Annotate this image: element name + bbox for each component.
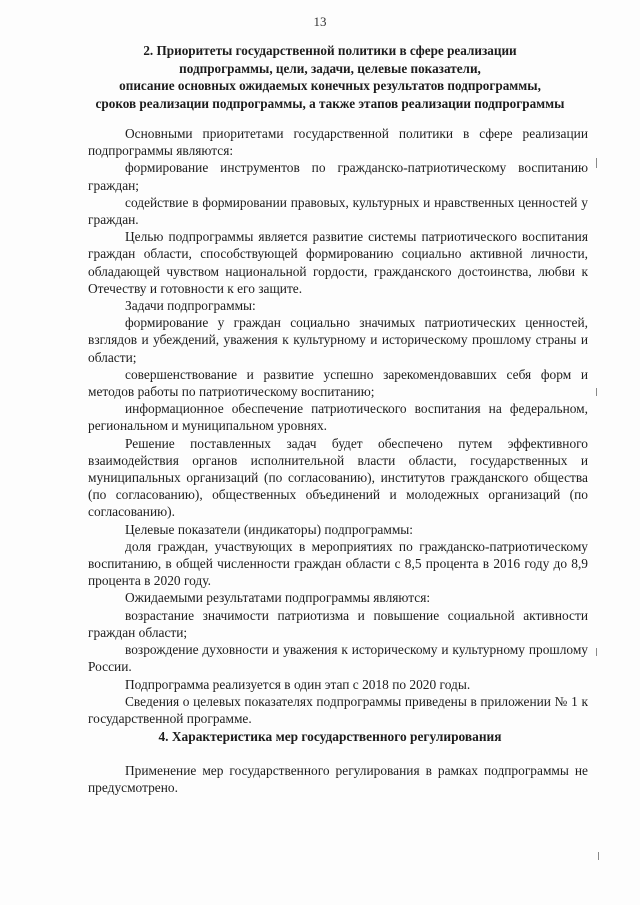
- paragraph: Применение мер государственного регулирования в рамках подпрограммы не предусмотрено.: [88, 763, 588, 796]
- paragraph: совершенствование и развитие успешно зарекомендовавших себя форм и методов работы по патриотическому воспитанию;: [88, 366, 588, 400]
- heading-line: 2. Приоритеты государственной политики в сфере реализации: [143, 43, 517, 58]
- paragraph: Сведения о целевых показателях подпрограммы приведены в приложении № 1 к государственной программе.: [88, 693, 588, 726]
- scan-artifact-mark: [598, 852, 599, 860]
- paragraph: Ожидаемыми результатами подпрограммы являются:: [125, 590, 431, 606]
- scan-artifact-mark: [596, 388, 597, 396]
- paragraph: доля граждан, участвующих в мероприятиях по гражданско-патриотическому воспитанию, в общей численности граждан области с 8,5 процента в 2016 году до 8,9 процента в 2020 году.: [88, 538, 588, 589]
- heading-line: подпрограммы, цели, задачи, целевые показатели,: [179, 60, 481, 76]
- scan-artifact-mark: [596, 648, 597, 656]
- paragraph: Основными приоритетами государственной политики в сфере реализации подпрограммы являются:: [88, 126, 588, 159]
- paragraph: информационное обеспечение патриотического воспитания на федеральном, региональном и муниципальном уровнях.: [88, 401, 588, 434]
- heading-line: сроков реализации подпрограммы, а также этапов реализации подпрограммы: [95, 95, 565, 111]
- scan-artifact-mark: [596, 158, 597, 168]
- paragraph: формирование инструментов по гражданско-патриотическому воспитанию граждан;: [88, 160, 588, 193]
- paragraph: Решение поставленных задач будет обеспечено путем эффективного взаимодействия органов исполнительной власти области, государственных и муниципальных организаций (по согласованию), институтов гражданского общества (по согласованию), общественных объединений и молодежных организаций (по согласованию).: [88, 435, 588, 520]
- section-4-body: [88, 762, 588, 796]
- paragraph: возрастание значимости патриотизма и повышение социальной активности граждан области;: [88, 607, 588, 640]
- heading-line: описание основных ожидаемых конечных результатов подпрограммы,: [119, 78, 541, 93]
- paragraph: Задачи подпрограммы:: [125, 298, 256, 314]
- section-2-body: [88, 125, 588, 727]
- section-4-heading: 4. Характеристика мер государственного регулирования: [158, 729, 502, 744]
- paragraph: возрождение духовности и уважения к историческому и культурному прошлому России.: [88, 642, 588, 675]
- paragraph: формирование у граждан социально значимых патриотических ценностей, взглядов и убеждений, уважения к культурному и историческому прошлому страны и области;: [88, 315, 588, 365]
- section-2-heading: [60, 42, 600, 112]
- paragraph: Целевые показатели (индикаторы) подпрограммы:: [125, 521, 414, 537]
- paragraph: Подпрограмма реализуется в один этап с 2018 по 2020 годы.: [125, 676, 471, 692]
- page-number: 13: [313, 14, 327, 29]
- paragraph: содействие в формировании правовых, культурных и нравственных ценностей у граждан.: [88, 194, 588, 228]
- paragraph: Целью подпрограммы является развитие системы патриотического воспитания граждан области, способствующей формированию социально активной личности, обладающей чувством национальной гордости, гражданского достоинства, любви к Отечеству и готовности к его защите.: [88, 229, 588, 296]
